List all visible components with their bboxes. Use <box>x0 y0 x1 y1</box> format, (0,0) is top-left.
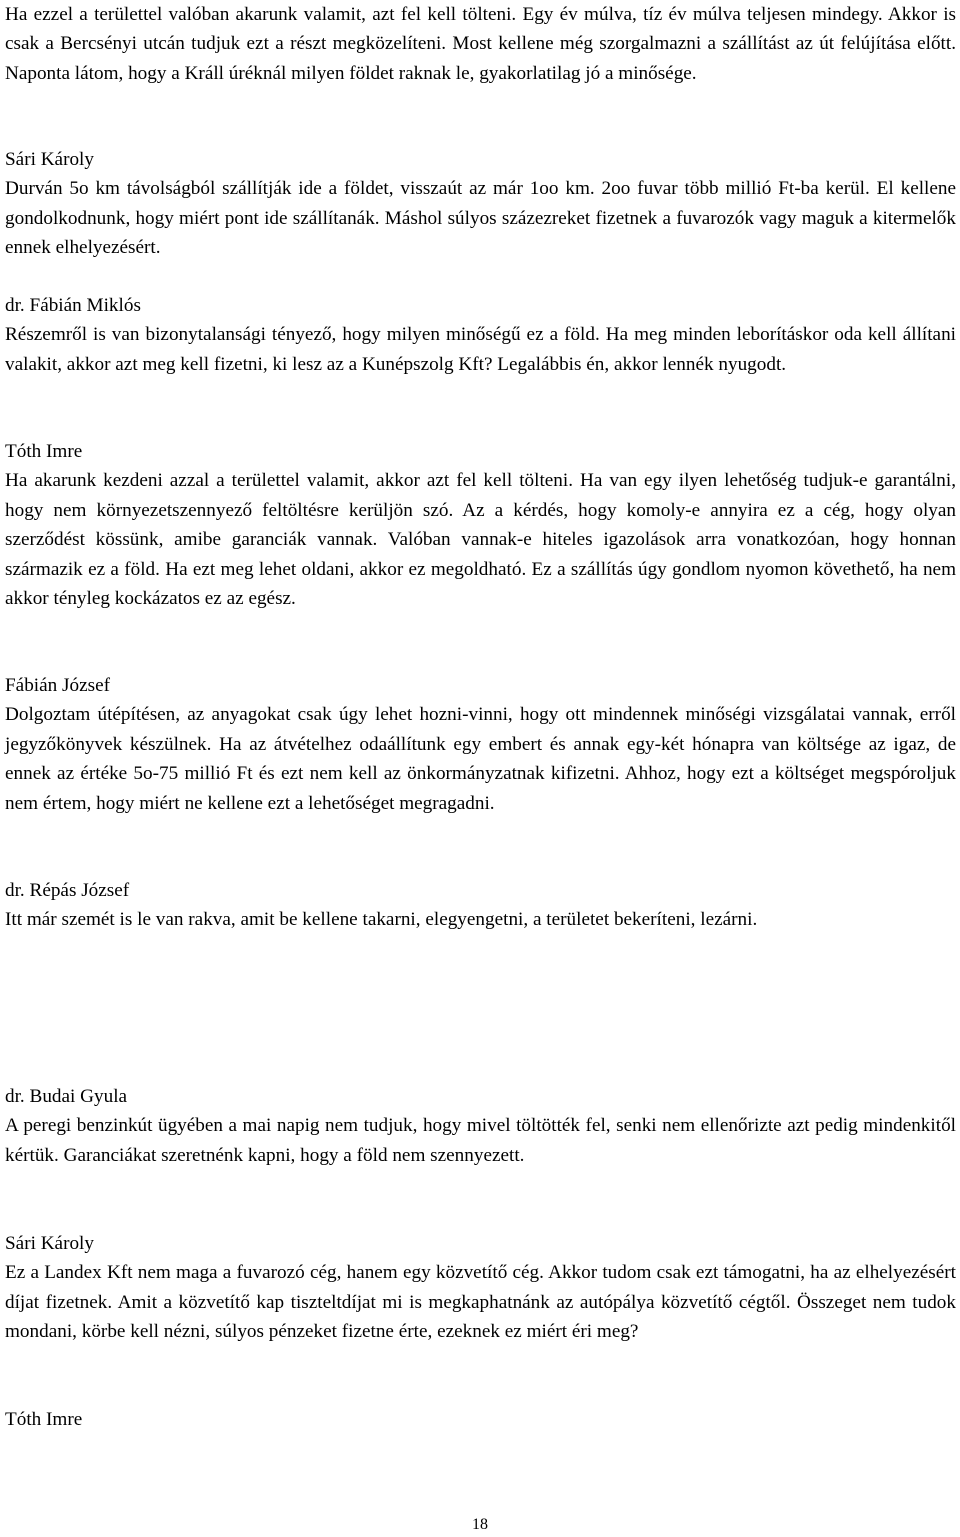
speaker-entry <box>5 437 956 613</box>
speaker-entry <box>5 1405 82 1434</box>
speaker-entry <box>5 1082 956 1170</box>
speaker-name: Sári Károly <box>5 1233 94 1254</box>
speaker-name: dr. Budai Gyula <box>5 1086 128 1107</box>
speech-text: Dolgoztam útépítésen, az anyagokat csak úgy lehet hozni-vinni, hogy ott mindennek minőségi vizsgálatai vannak, erről jegyzőkönyvek készülnek. Ha az átvételhez odaállítunk egy embert és annak egy-két hónapra van költsége az igaz, de ennek az értéke 5o-75 millió Ft és ezt nem kell az önkormányzatnak kifizetni. Ahhoz, hogy ezt a költséget megspóroljuk nem értem, hogy miért ne kellene ezt a lehetőséget megragadni. <box>5 704 956 814</box>
speaker-name: Fábián József <box>5 675 110 696</box>
speech-text: Itt már szemét is le van rakva, amit be kellene takarni, elegyengetni, a területet bekeríteni, lezárni. <box>5 909 758 931</box>
speech-text: Ha akarunk kezdeni azzal a területtel valamit, akkor azt fel kell tölteni. Ha van egy ilyen lehetőség tudjuk-e garantálni, hogy nem környezetszennyező feltöltésre kerüljön szó. Az a kérdés, hogy komoly-e annyira ez a cég, hogy olyan szerződést kössünk, amibe garanciák vannak. Valóban vannak-e hiteles igazolások arra vonatkozóan, hogy honnan származik ez a föld. Ha ezt meg lehet oldani, akkor ez megoldható. Ez a szállítás úgy gondlom nyomon követhető, ha nem akkor tényleg kockázatos ez az egész. <box>5 470 956 610</box>
speaker-name: Tóth Imre <box>5 1409 83 1430</box>
speaker-entry <box>5 876 757 935</box>
speaker-name: dr. Répás József <box>5 880 130 901</box>
speech-text: A peregi benzinkút ügyében a mai napig nem tudjuk, hogy mivel töltötték fel, senki nem ellenőrizte azt pedig mindenkitől kértük. Garanciákat szeretnénk kapni, hogy a föld nem szennyezett. <box>5 1115 956 1166</box>
speech-text: Durván 5o km távolságból szállítják ide a földet, visszaút az már 1oo km. 2oo fuvar több millió Ft-ba kerül. El kellene gondolkodnunk, hogy miért pont ide szállítanák. Máshol súlyos százezreket fizetnek a fuvarozók vagy maguk a kitermelők ennek elhelyezésért. <box>5 178 956 259</box>
speaker-name: dr. Fábián Miklós <box>5 295 141 316</box>
speaker-entry <box>5 671 956 818</box>
speaker-entry <box>5 1229 956 1347</box>
speech-text: Részemről is van bizonytalansági tényező, hogy milyen minőségű ez a föld. Ha meg minden leborításkor oda kell állítani valakit, akkor azt meg kell fizetni, ki lesz az a Kunépszolg Kft? Legalábbis én, akkor lennék nyugodt. <box>5 324 956 375</box>
speaker-entry <box>5 145 956 263</box>
speaker-name: Tóth Imre <box>5 441 83 462</box>
speaker-entry <box>5 291 956 379</box>
speech-text: Ez a Landex Kft nem maga a fuvarozó cég, hanem egy közvetítő cég. Akkor tudom csak ezt támogatni, ha az elhelyezésért díjat fizetnek. Amit a közvetítő kap tiszteltdíjat mi is megkaphatnánk az autópálya közvetítő cégtől. Összeget nem tudok mondani, körbe kell nézni, súlyos pénzeket fizetne érte, ezeknek ez miért éri meg? <box>5 1262 956 1343</box>
page-number: 18 <box>472 1516 488 1533</box>
intro-paragraph: Ha ezzel a területtel valóban akarunk valamit, azt fel kell tölteni. Egy év múlva, tíz év múlva teljesen mindegy. Akkor is csak a Bercsényi utcán tudjuk ezt a részt megközelíteni. Most kellene még szorgalmazni a szállítást az út felújítása előtt. Naponta látom, hogy a Králl úréknál milyen földet raknak le, gyakorlatilag jó a minősége. <box>5 4 956 84</box>
speaker-name: Sári Károly <box>5 149 94 170</box>
